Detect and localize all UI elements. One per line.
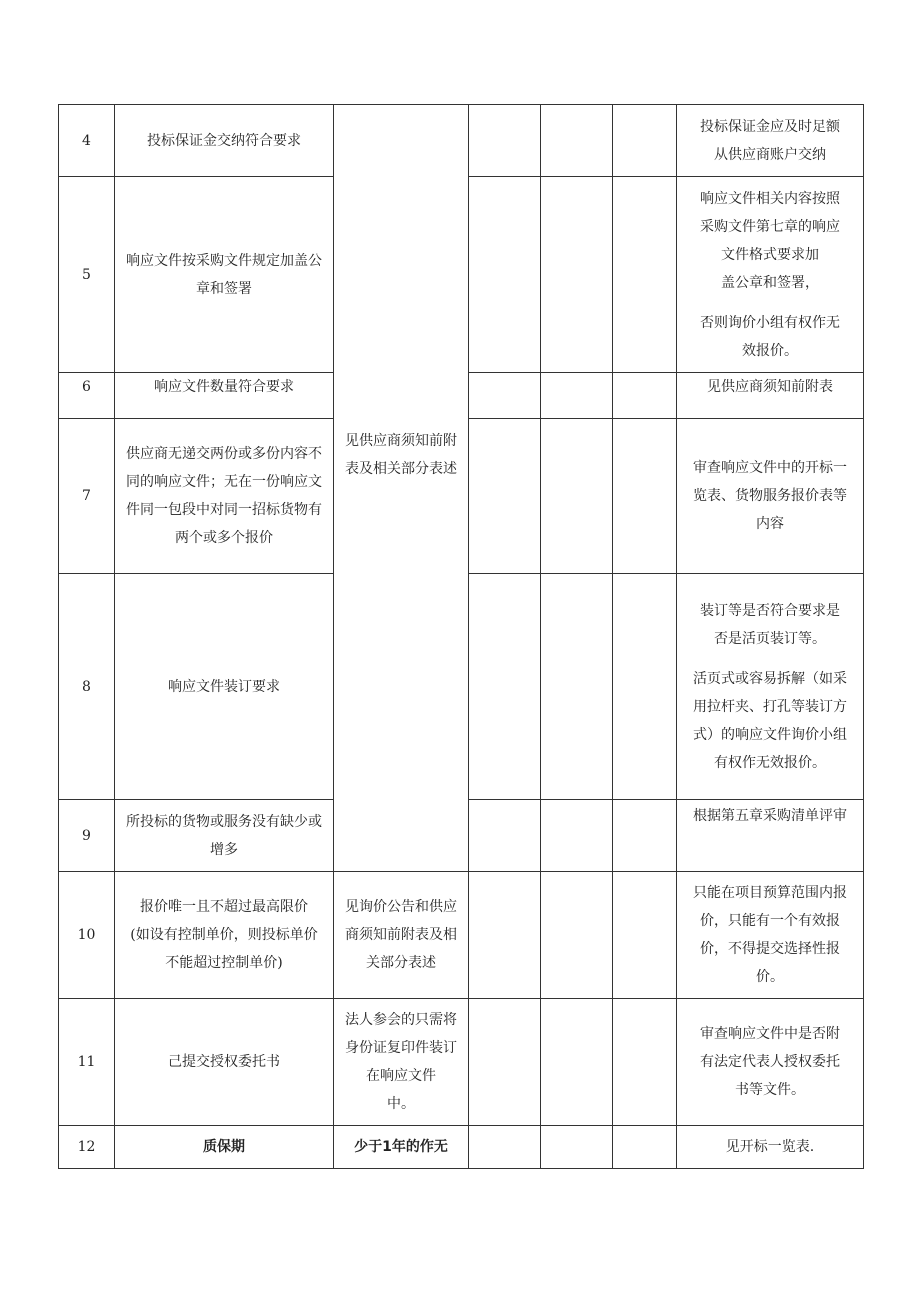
empty-cell — [613, 419, 677, 574]
empty-cell — [613, 105, 677, 177]
row-number: 8 — [59, 574, 115, 800]
review-basis: 见询价公告和供应 商须知前附表及相 关部分表述 — [334, 872, 469, 999]
table-row — [59, 105, 864, 177]
review-item: 质保期 — [115, 1126, 334, 1169]
review-note: 根据第五章采购清单评审 — [677, 800, 864, 872]
empty-cell — [541, 574, 613, 800]
review-note: 审查响应文件中的开标一 览表、货物服务报价表等 内容 — [677, 419, 864, 574]
review-item: 所投标的货物或服务没有缺少或 增多 — [115, 800, 334, 872]
row-number: 12 — [59, 1126, 115, 1169]
review-basis: 见供应商须知前附 表及相关部分表述 — [334, 105, 469, 872]
table-row — [59, 999, 864, 1126]
review-item: 响应文件数量符合要求 — [115, 373, 334, 419]
empty-cell — [469, 800, 541, 872]
empty-cell — [541, 105, 613, 177]
review-item: 响应文件装订要求 — [115, 574, 334, 800]
empty-cell — [469, 1126, 541, 1169]
review-item: 供应商无递交两份或多份内容不 同的响应文件；无在一份响应文 件同一包段中对同一招标货物有 两个或多个报价 — [115, 419, 334, 574]
empty-cell — [541, 1126, 613, 1169]
empty-cell — [541, 800, 613, 872]
review-basis: 少于1年的作无 — [334, 1126, 469, 1169]
empty-cell — [469, 373, 541, 419]
row-number: 5 — [59, 177, 115, 373]
review-item: 投标保证金交纳符合要求 — [115, 105, 334, 177]
empty-cell — [613, 872, 677, 999]
review-item: 报价唯一且不超过最高限价 (如设有控制单价，则投标单价 不能超过控制单价) — [115, 872, 334, 999]
empty-cell — [613, 999, 677, 1126]
review-item: 己提交授权委托书 — [115, 999, 334, 1126]
empty-cell — [613, 1126, 677, 1169]
row-number: 11 — [59, 999, 115, 1126]
review-note: 响应文件相关内容按照 采购文件第七章的响应 文件格式要求加 盖公章和签署， 否则询价小组有权作无 效报价。 — [677, 177, 864, 373]
row-number: 10 — [59, 872, 115, 999]
review-note: 见供应商须知前附表 — [677, 373, 864, 419]
row-number: 4 — [59, 105, 115, 177]
table-row — [59, 872, 864, 999]
empty-cell — [469, 105, 541, 177]
empty-cell — [613, 373, 677, 419]
empty-cell — [541, 177, 613, 373]
row-number: 7 — [59, 419, 115, 574]
table-row — [59, 1126, 864, 1169]
empty-cell — [541, 872, 613, 999]
empty-cell — [541, 419, 613, 574]
empty-cell — [613, 800, 677, 872]
empty-cell — [469, 177, 541, 373]
review-item: 响应文件按采购文件规定加盖公 章和签署 — [115, 177, 334, 373]
empty-cell — [541, 373, 613, 419]
review-table — [58, 104, 864, 1169]
empty-cell — [613, 574, 677, 800]
review-note: 审查响应文件中是否附 有法定代表人授权委托 书等文件。 — [677, 999, 864, 1126]
empty-cell — [469, 872, 541, 999]
review-note: 投标保证金应及时足额 从供应商账户交纳 — [677, 105, 864, 177]
empty-cell — [469, 999, 541, 1126]
review-note: 装订等是否符合要求是 否是活页装订等。 活页式或容易拆解（如采 用拉杆夹、打孔等装订方 式）的响应文件询价小组 有权作无效报价。 — [677, 574, 864, 800]
row-number: 6 — [59, 373, 115, 419]
empty-cell — [613, 177, 677, 373]
empty-cell — [541, 999, 613, 1126]
review-note: 只能在项目预算范围内报 价，只能有一个有效报 价，不得提交选择性报 价。 — [677, 872, 864, 999]
review-note: 见开标一览表. — [677, 1126, 864, 1169]
empty-cell — [469, 419, 541, 574]
row-number: 9 — [59, 800, 115, 872]
review-basis: 法人参会的只需将 身份证复印件装订 在响应文件 中。 — [334, 999, 469, 1126]
empty-cell — [469, 574, 541, 800]
